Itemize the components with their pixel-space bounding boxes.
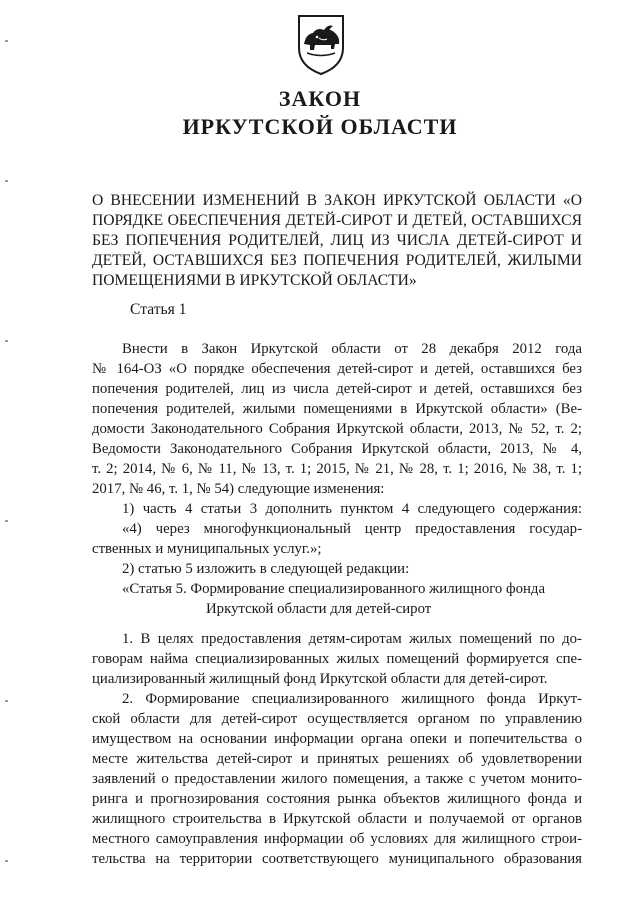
body-line: жилищного строительства в Иркутской области и получаемой от органов bbox=[92, 811, 582, 827]
amendment-title-line: ДЕТЕЙ, ОСТАВШИХСЯ БЕЗ ПОПЕЧЕНИЯ РОДИТЕЛЕЙ, ЖИЛЫМИ bbox=[92, 252, 582, 269]
body-line: 2017, № 46, т. 1, № 54) следующие изменения: bbox=[92, 481, 385, 497]
amendment-title-line: ПОМЕЩЕНИЯМИ В ИРКУТСКОЙ ОБЛАСТИ» bbox=[92, 272, 417, 289]
coat-of-arms-icon bbox=[297, 14, 345, 76]
body-line: «Статья 5. Формирование специализированного жилищного фонда bbox=[122, 581, 546, 597]
body-line: 2. Формирование специализированного жилищного фонда Иркут- bbox=[122, 691, 582, 707]
body-line: циализированный жилищный фонд Иркутской области для детей-сирот. bbox=[92, 671, 548, 687]
body-line: «4) через многофункциональный центр предоставления государ- bbox=[122, 521, 582, 537]
body-line: Ведомости Законодательного Собрания Иркутской области, 2013, № 4, bbox=[92, 441, 582, 457]
body-line: имуществом на основании информации органа опеки и попечительства о bbox=[92, 731, 582, 747]
body-line: № 164-ОЗ «О порядке обеспечения детей-сирот и детей, оставшихся без bbox=[92, 361, 582, 377]
body-line: домости Законодательного Собрания Иркутской области, 2013, № 52, т. 2; bbox=[92, 421, 582, 437]
body-line: заявлений о предоставлении жилого помещения, а также с учетом монито- bbox=[92, 771, 582, 787]
body-line: месте жительства детей-сирот и принятых решениях об удовлетворении bbox=[92, 751, 582, 767]
body-line: Иркутской области для детей-сирот bbox=[206, 601, 432, 617]
body-line: говорам найма специализированных жилых помещений формируется спе- bbox=[92, 651, 582, 667]
body-line: местного самоуправления информации об условиях для жилищного строи- bbox=[92, 831, 582, 847]
body-line: тельства на территории соответствующего муниципального образования bbox=[92, 851, 582, 867]
body-line: 1) часть 4 статьи 3 дополнить пунктом 4 следующего содержания: bbox=[122, 501, 582, 517]
body-line: Внести в Закон Иркутской области от 28 декабря 2012 года bbox=[122, 341, 582, 357]
body-line: ринга и прогнозирования состояния рынка объектов жилищного фонда и bbox=[92, 791, 582, 807]
body-line: ской области для детей-сирот осуществляется органом по управлению bbox=[92, 711, 582, 727]
body-line: 2) статью 5 изложить в следующей редакции: bbox=[122, 561, 410, 577]
body-line: т. 2; 2014, № 6, № 11, № 13, т. 1; 2015, № 21, № 28, т. 1; 2016, № 38, т. 1; bbox=[92, 461, 582, 477]
amendment-title-line: О ВНЕСЕНИИ ИЗМЕНЕНИЙ В ЗАКОН ИРКУТСКОЙ ОБЛАСТИ «О bbox=[92, 192, 582, 209]
body-line: попечения родителей, жилыми помещениями в Иркутской области» (Ве- bbox=[92, 401, 582, 417]
article-heading: Статья 1 bbox=[130, 301, 187, 318]
body-line: ственных и муниципальных услуг.»; bbox=[92, 541, 322, 557]
amendment-title-line: ПОРЯДКЕ ОБЕСПЕЧЕНИЯ ДЕТЕЙ-СИРОТ И ДЕТЕЙ, ОСТАВШИХСЯ bbox=[92, 212, 582, 229]
amendment-title-line: БЕЗ ПОПЕЧЕНИЯ РОДИТЕЛЕЙ, ЛИЦ ИЗ ЧИСЛА ДЕТЕЙ-СИРОТ И bbox=[92, 232, 582, 249]
body-line: попечения родителей, лиц из числа детей-сирот и детей, оставшихся без bbox=[92, 381, 582, 397]
amendment-title bbox=[92, 191, 582, 291]
body-line: 1. В целях предоставления детям-сиротам жилых помещений по до- bbox=[122, 631, 582, 647]
law-title: ЗАКОН bbox=[278, 86, 362, 111]
law-region-title: ИРКУТСКОЙ ОБЛАСТИ bbox=[182, 114, 458, 139]
